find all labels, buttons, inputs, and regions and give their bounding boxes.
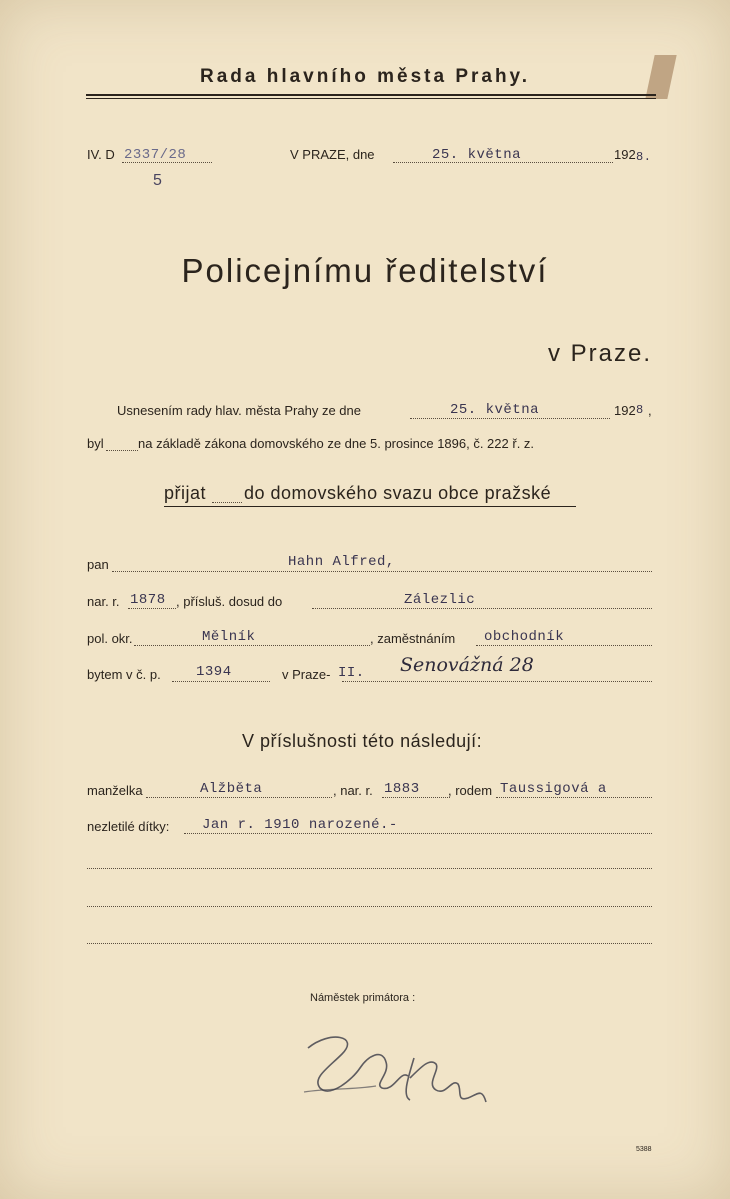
domicile: Zálezlic bbox=[404, 592, 476, 608]
wife-birth-label: , nar. r. bbox=[333, 783, 373, 798]
byl-dots bbox=[106, 450, 138, 451]
house-dots bbox=[172, 681, 270, 682]
occupation-dots bbox=[476, 645, 652, 646]
resolution-comma: , bbox=[648, 403, 652, 418]
maiden-dots bbox=[496, 797, 652, 798]
wife-name: Alžběta bbox=[200, 781, 263, 797]
maiden-label: , rodem bbox=[448, 783, 493, 798]
city-part: II. bbox=[338, 665, 365, 681]
resolution-year-end: 8 bbox=[636, 403, 644, 417]
accepted-word: přijat bbox=[164, 483, 207, 503]
signature-scribble bbox=[290, 1018, 500, 1118]
birth-dots bbox=[128, 608, 176, 609]
birth-label: nar. r. bbox=[87, 594, 120, 609]
addressee-city: v Praze. bbox=[548, 340, 653, 367]
addressee-title: Policejnímu ředitelství bbox=[181, 252, 549, 289]
wife-label: manželka bbox=[87, 783, 143, 798]
street-dots bbox=[342, 681, 652, 682]
law-text: na základě zákona domovského ze dne 5. prosince 1896, č. 222 ř. z. bbox=[138, 436, 535, 451]
wife-name-dots bbox=[146, 797, 332, 798]
signature-label: Náměstek primátora : bbox=[310, 992, 416, 1004]
resolution-year-prefix: 192 bbox=[614, 403, 636, 418]
children: Jan r. 1910 narozené.- bbox=[202, 817, 398, 833]
resolution-date-dots bbox=[410, 418, 610, 419]
maiden-name: Taussigová a bbox=[500, 781, 607, 797]
house-number: 1394 bbox=[196, 664, 232, 680]
blank-line-1 bbox=[87, 868, 652, 869]
wife-birth-year: 1883 bbox=[384, 781, 420, 797]
resolution-text: Usnesením rady hlav. města Prahy ze dne bbox=[117, 403, 361, 418]
byl-label: byl bbox=[87, 436, 104, 451]
accepted-dots bbox=[212, 502, 242, 503]
district-label: pol. okr. bbox=[87, 631, 133, 646]
city-label: v Praze- bbox=[282, 667, 331, 682]
blank-line-3 bbox=[87, 943, 652, 944]
children-dots bbox=[184, 833, 652, 834]
ref-sub: 5 bbox=[153, 172, 162, 189]
person-name: Hahn Alfred, bbox=[288, 554, 395, 570]
resolution-date: 25. května bbox=[450, 402, 540, 418]
header-rule-bottom bbox=[86, 98, 656, 99]
issue-year-prefix: 192 bbox=[614, 147, 636, 162]
header-rule-top bbox=[86, 94, 656, 96]
pan-label: pan bbox=[87, 557, 109, 572]
street-handwritten: Senovážná 28 bbox=[400, 654, 534, 676]
district: Mělník bbox=[202, 629, 256, 645]
place-label: V PRAZE, dne bbox=[290, 147, 375, 162]
dependents-heading: V příslušnosti této následují: bbox=[242, 731, 483, 751]
accepted-text: do domovského svazu obce pražské bbox=[244, 483, 552, 503]
name-dots bbox=[112, 571, 652, 572]
occupation-label: , zaměstnáním bbox=[370, 631, 456, 646]
ref-number: 2337/28 bbox=[124, 147, 187, 163]
address-label: bytem v č. p. bbox=[87, 667, 161, 682]
domicile-label: , přísluš. dosud do bbox=[176, 594, 283, 609]
occupation: obchodník bbox=[484, 629, 565, 645]
issue-date: 25. května bbox=[432, 147, 522, 163]
birth-year: 1878 bbox=[130, 592, 166, 608]
domicile-dots bbox=[312, 608, 652, 609]
children-label: nezletilé dítky: bbox=[87, 819, 170, 834]
form-code: 5388 bbox=[636, 1146, 652, 1153]
council-header: Rada hlavního města Prahy. bbox=[199, 66, 530, 87]
district-dots bbox=[134, 645, 370, 646]
dept-label: IV. D bbox=[87, 147, 115, 162]
wife-birth-dots bbox=[382, 797, 450, 798]
blank-line-2 bbox=[87, 906, 652, 907]
issue-year-suffix: 8. bbox=[636, 150, 652, 164]
accepted-underline bbox=[164, 506, 576, 507]
